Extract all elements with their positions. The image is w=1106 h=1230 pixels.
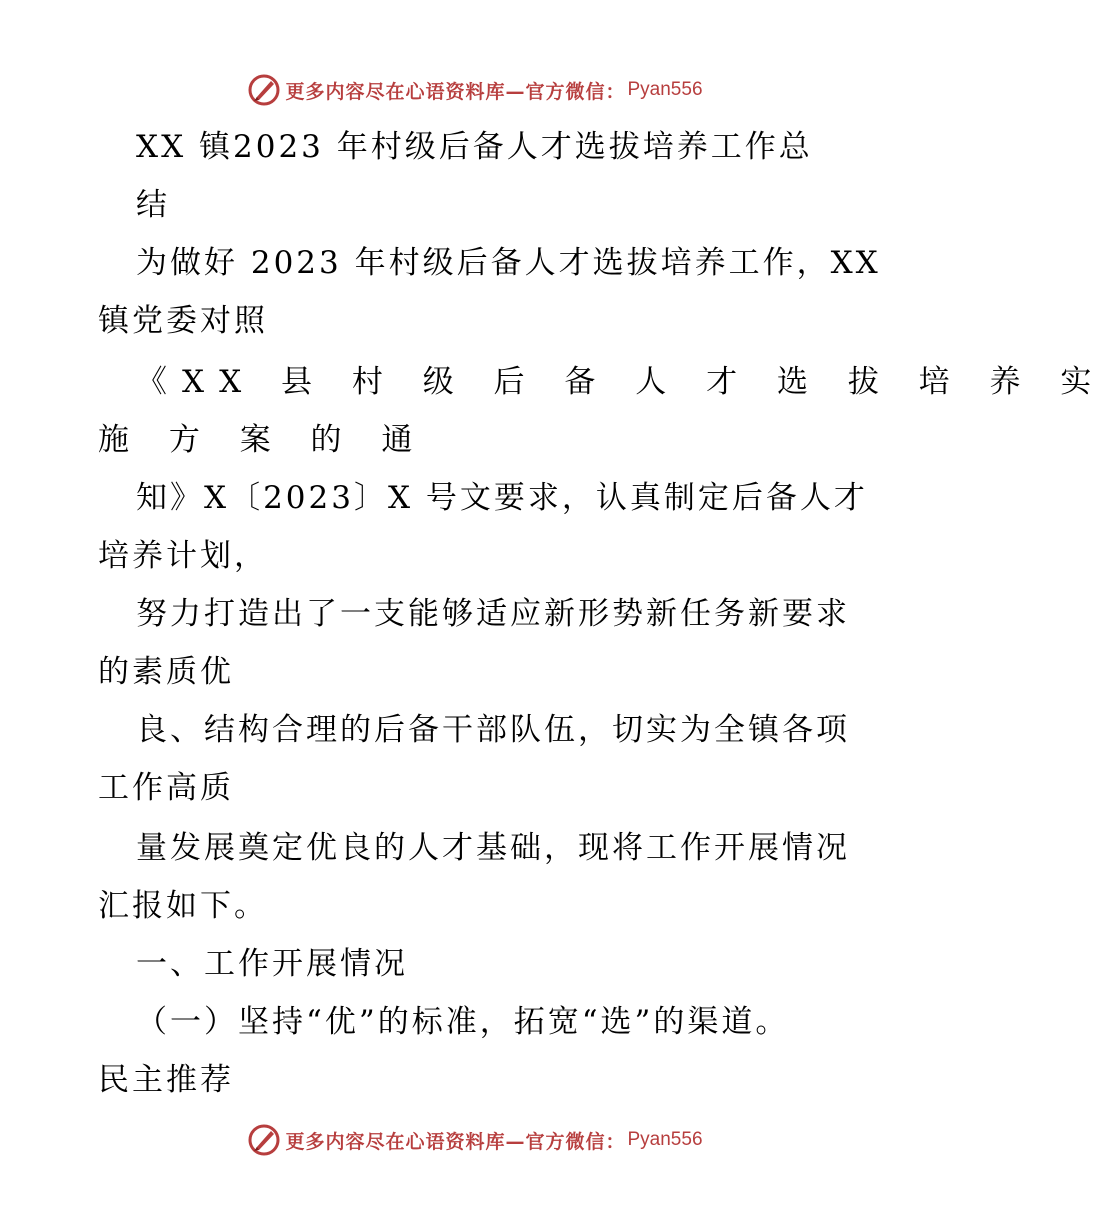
- header-watermark: [0, 70, 950, 110]
- paragraph-line: 为做好 2023 年村级后备人才选拔培养工作，XX: [136, 245, 881, 281]
- watermark-wechat-id: Pyan556: [627, 1129, 703, 1150]
- paragraph-line: 努力打造出了一支能够适应新形势新任务新要求: [136, 596, 850, 632]
- document-title-line-2: 结: [136, 187, 167, 223]
- paragraph-line: 《XX 县 村 级 后 备 人 才 选 拔 培 养 实: [136, 364, 1106, 400]
- document-title-line-1: XX 镇2023 年村级后备人才选拔培养工作总: [136, 129, 813, 165]
- watermark-text: 更多内容尽在心语资料库—官方微信：: [285, 80, 626, 103]
- watermark-wechat-id: Pyan556: [627, 79, 703, 100]
- paragraph-line: 工作高质: [98, 770, 234, 806]
- paragraph-line: 汇报如下。: [98, 888, 268, 924]
- paragraph-line: 民主推荐: [98, 1062, 234, 1098]
- paragraph-line: 施 方 案 的 通: [98, 422, 428, 458]
- section-heading: 一、工作开展情况: [136, 946, 408, 982]
- paragraph-line: 知》X〔2023〕X 号文要求，认真制定后备人才: [136, 480, 868, 516]
- quill-pen-logo-icon: [247, 73, 281, 107]
- paragraph-line: 培养计划，: [98, 538, 268, 574]
- footer-watermark: [0, 1120, 950, 1160]
- quill-pen-logo-icon: [247, 1123, 281, 1157]
- paragraph-line: 镇党委对照: [98, 303, 268, 339]
- paragraph-line: 良、结构合理的后备干部队伍，切实为全镇各项: [136, 712, 850, 748]
- subsection-heading: （一）坚持“优”的标准，拓宽“选”的渠道。: [136, 1004, 790, 1040]
- watermark-text: 更多内容尽在心语资料库—官方微信：: [285, 1130, 626, 1153]
- paragraph-line: 量发展奠定优良的人才基础，现将工作开展情况: [136, 830, 850, 866]
- paragraph-line: 的素质优: [98, 654, 234, 690]
